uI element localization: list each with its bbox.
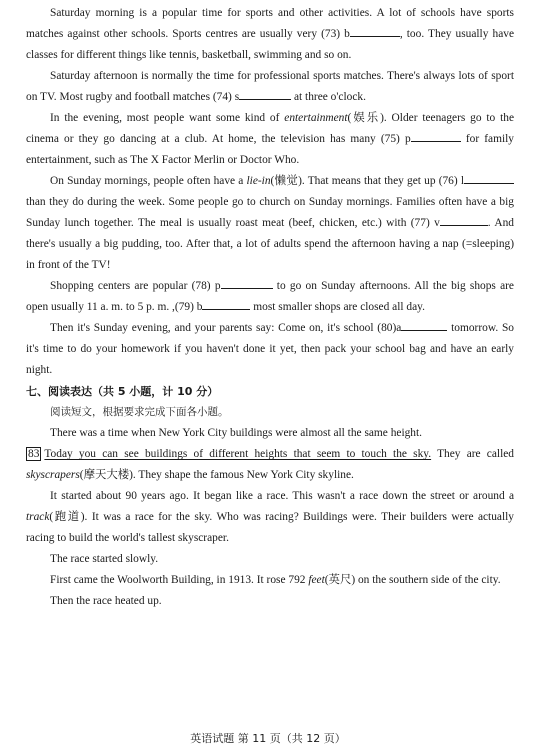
question-number-box: 83 [28, 448, 40, 460]
answer-blank-78[interactable] [221, 276, 273, 289]
answer-blank-80[interactable] [401, 318, 447, 331]
section-heading: 七、阅读表达（共 5 小题，计 10 分） [26, 385, 219, 398]
paragraph-text: tomorrow. So it's time to do your homework if you haven't done it yet, then pack your school bag and have an early night. [26, 322, 514, 376]
paragraph-text: Shopping centers are popular (78) p [50, 280, 221, 292]
reading-paragraph-5 [26, 570, 514, 591]
underlined-sentence: Today you can see buildings of different heights that seem to touch the sky. [44, 448, 432, 460]
reading-paragraph-1: There was a time when New York City buildings were almost all the same height. [50, 427, 423, 439]
reading-paragraph-6: Then the race heated up. [50, 595, 162, 607]
answer-blank-74[interactable] [239, 87, 291, 100]
paragraph-sunday-morning [26, 171, 514, 276]
paragraph-text: (跑道). It was a race for the sky. Who was racing? Buildings were. Their builders were actually racing to build the world's tallest skyscraper. [26, 511, 514, 544]
answer-blank-73[interactable] [350, 24, 400, 37]
paragraph-evening [26, 108, 514, 171]
paragraph-text: On Sunday mornings, people often have a [50, 175, 247, 187]
document-page [26, 3, 514, 612]
answer-blank-77[interactable] [440, 213, 488, 226]
paragraph-text: to go on Sunday afternoons. All the big shops are open usually 11 a. m. to 5 p. m. ,(79) b [26, 280, 514, 313]
paragraph-text: It started about 90 years ago. It began like a race. This wasn't a race down the street or around a [50, 490, 514, 502]
italic-word: lie-in [246, 175, 271, 187]
italic-word: feet [308, 574, 325, 586]
answer-blank-76[interactable] [464, 171, 514, 184]
paragraph-text: They are called [431, 448, 515, 460]
paragraph-sunday-evening [26, 318, 514, 381]
paragraph-text: (摩天大楼). They shape the famous New York City skyline. [79, 469, 354, 481]
paragraph-saturday-morning [26, 3, 514, 66]
page-footer: 英语试题 第 11 页（共 12 页） [190, 732, 346, 745]
paragraph-text: Then it's Sunday evening, and your parents say: Come on, it's school (80)a [50, 322, 402, 334]
paragraph-text: most smaller shops are closed all day. [250, 301, 425, 313]
paragraph-text: In the evening, most people want some kind of [50, 112, 285, 124]
paragraph-text: (懒觉). That means that they get up (76) l [270, 175, 465, 187]
paragraph-saturday-afternoon [26, 66, 514, 108]
italic-word: track [26, 511, 50, 523]
paragraph-text: , too. They usually have classes for different things like tennis, basketball, swimming and so on. [26, 28, 514, 61]
italic-word: skyscrapers [26, 469, 80, 481]
reading-paragraph-2 [26, 444, 514, 486]
paragraph-text: First came the Woolworth Building, in 1913. It rose 792 [50, 574, 309, 586]
paragraph-shopping [26, 276, 514, 318]
answer-blank-79[interactable] [202, 297, 250, 310]
paragraph-text: (娱乐). Older teenagers go to the cinema or they go dancing at a club. At home, the television has many (75) p [26, 112, 514, 145]
reading-paragraph-4: The race started slowly. [50, 553, 159, 565]
answer-blank-75[interactable] [411, 129, 461, 142]
section-instruction: 阅读短文，根据要求完成下面各小题。 [50, 406, 229, 418]
paragraph-text: Saturday morning is a popular time for sports and other activities. A lot of schools have sports matches against other schools. Sports centres are usually very (73) b [26, 7, 514, 40]
italic-word: entertainment [284, 112, 348, 124]
paragraph-text: for family entertainment, such as The X Factor Merlin or Doctor Who. [26, 133, 514, 166]
paragraph-text: than they do during the week. Some people go to church on Sunday mornings. Families often have a big Sunday lunch together. The meal is usually roast meat (beef, chicken, etc.) with (77) v [26, 196, 514, 229]
paragraph-text: Saturday afternoon is normally the time for professional sports matches. There's always lots of sport on TV. Most rugby and football matches (74) s [26, 70, 514, 103]
reading-paragraph-3 [26, 486, 514, 549]
paragraph-text: at three o'clock. [291, 91, 366, 103]
paragraph-text: (英尺) on the southern side of the city. [324, 574, 501, 586]
paragraph-text: . And there's usually a big pudding, too. After that, a lot of adults spend the afternoon having a nap (=sleeping) in front of the TV! [26, 217, 514, 271]
